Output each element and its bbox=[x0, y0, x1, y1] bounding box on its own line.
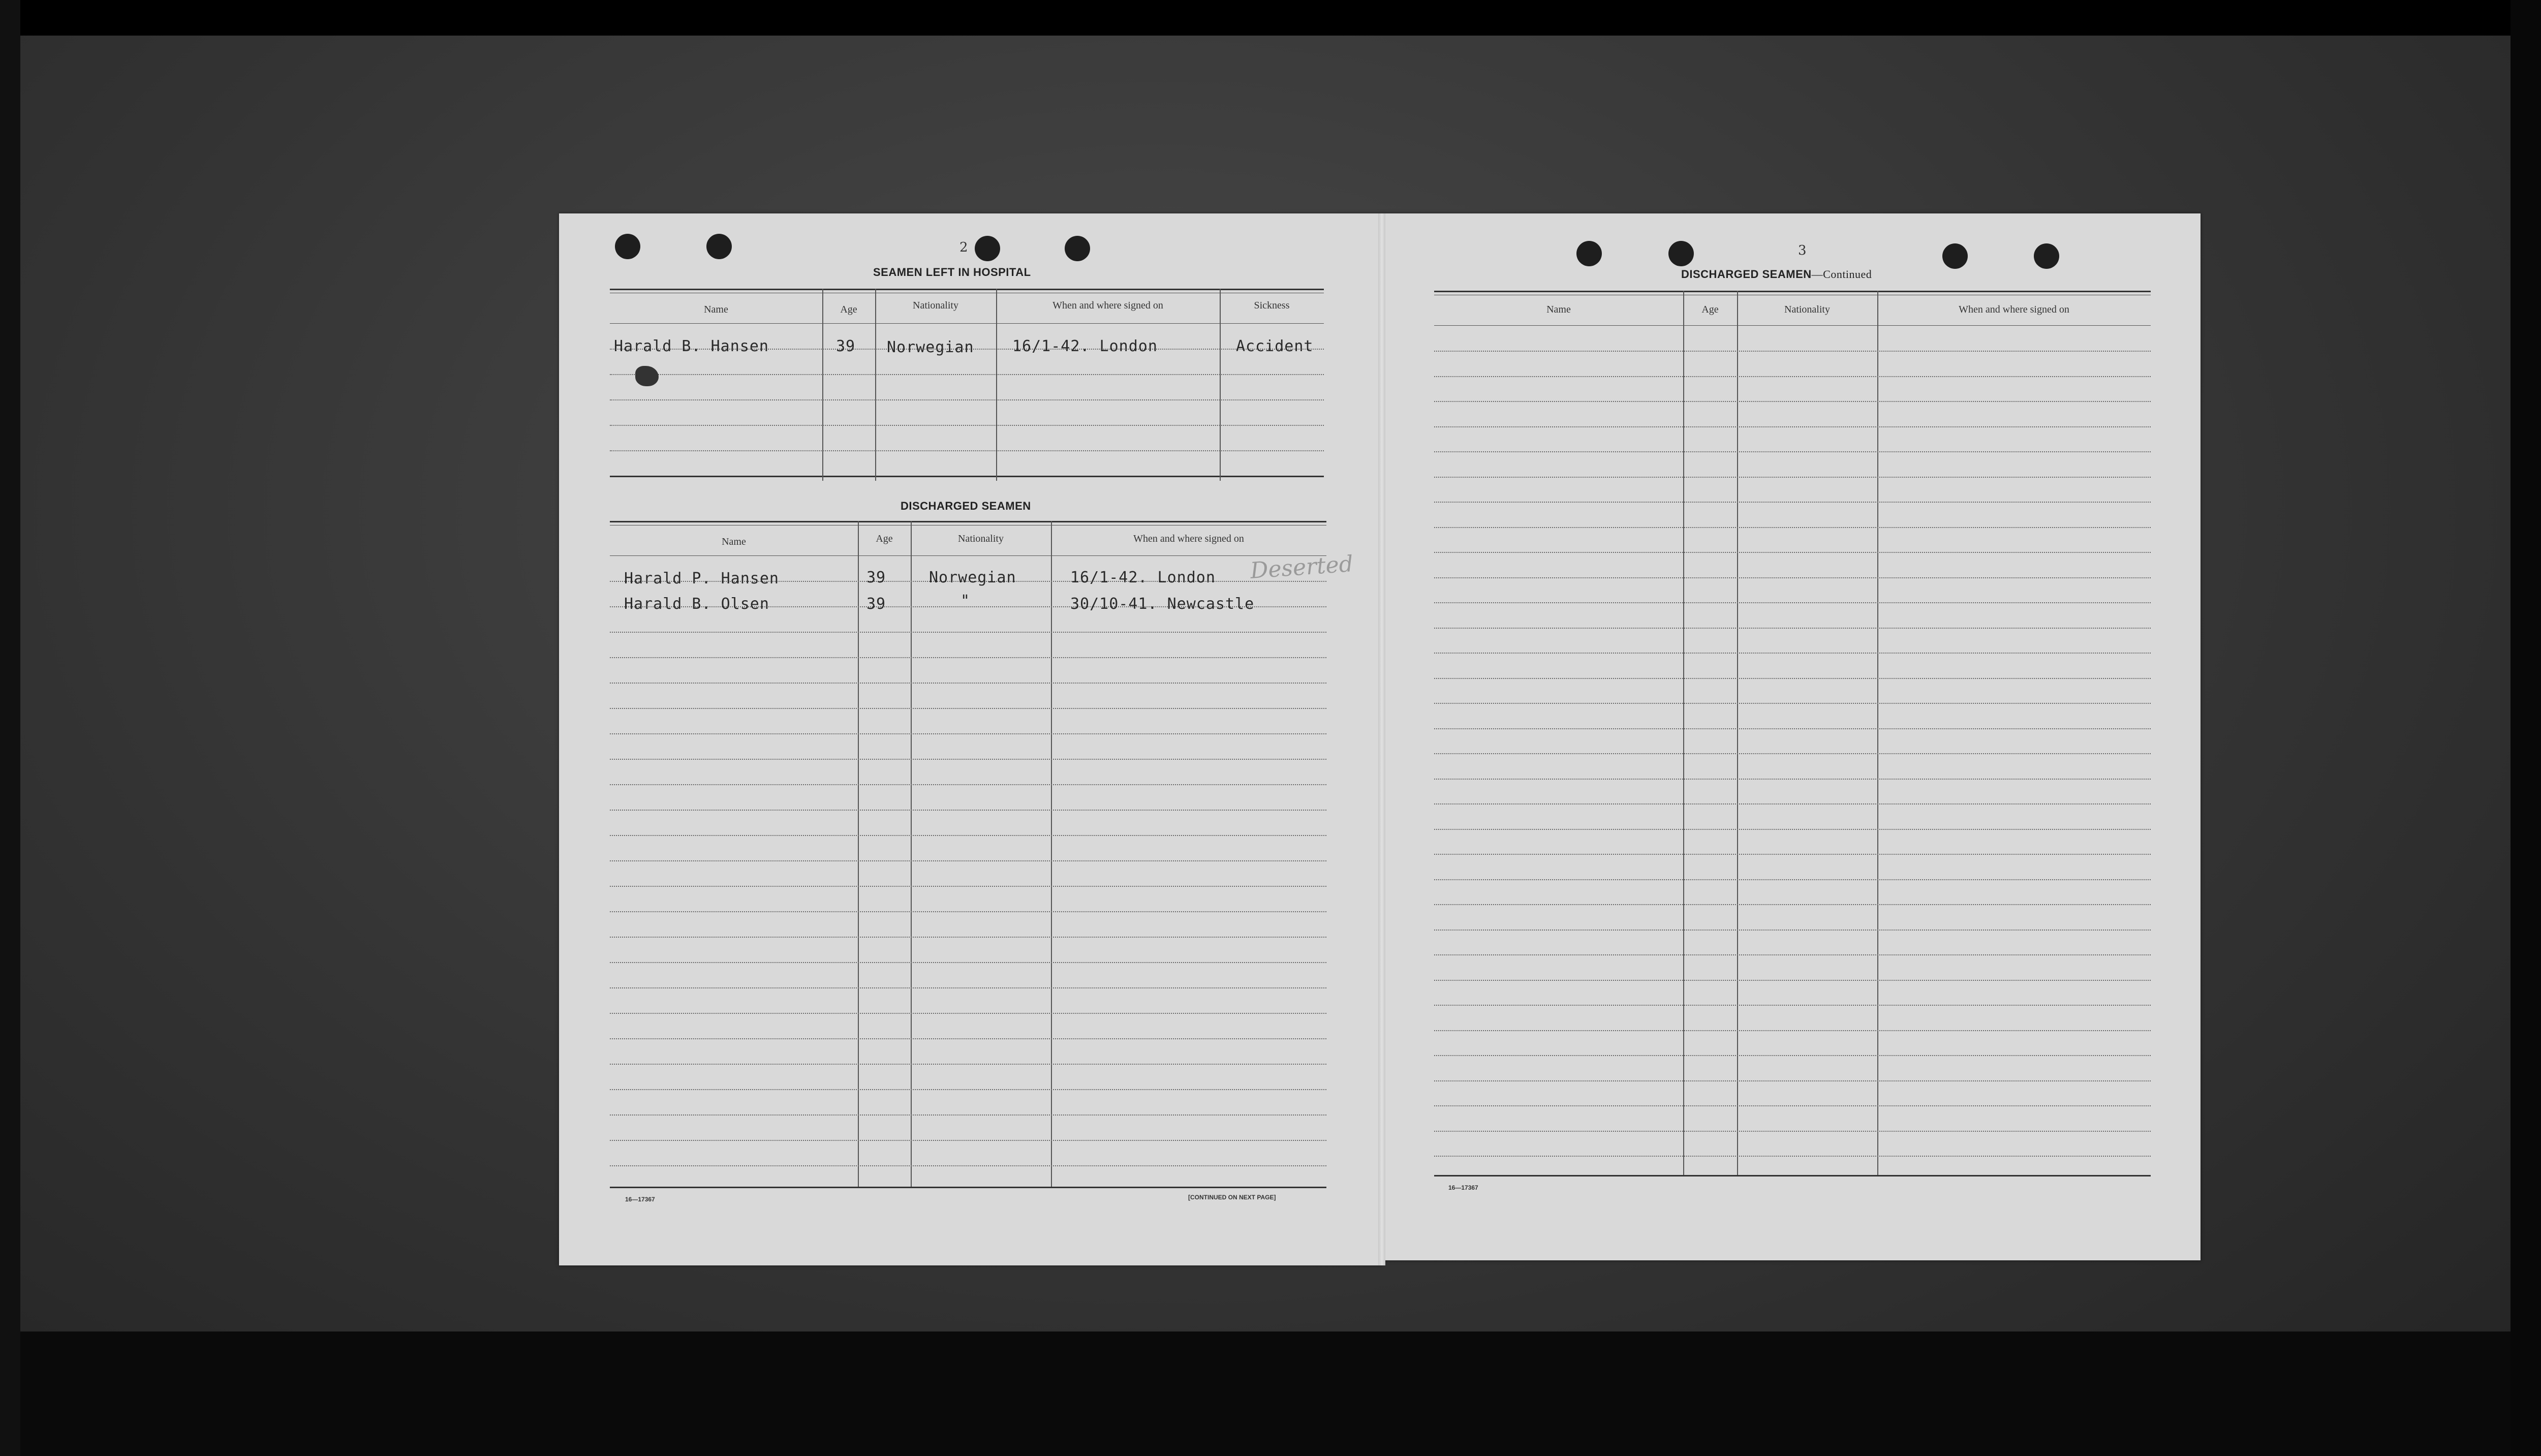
page-number: 3 bbox=[1798, 243, 1807, 258]
hospital-section-title: SEAMEN LEFT IN HOSPITAL bbox=[873, 266, 1031, 278]
ruled-line bbox=[610, 987, 1326, 988]
page-fold bbox=[1378, 213, 1385, 1265]
ruled-line bbox=[1434, 728, 2151, 729]
ruled-line bbox=[610, 1038, 1326, 1039]
ruled-line bbox=[610, 759, 1326, 760]
punch-hole bbox=[975, 236, 1000, 261]
discharged-section-title: DISCHARGED SEAMEN bbox=[901, 500, 1031, 512]
cell-signed-on: 16/1-42. London bbox=[1070, 569, 1216, 586]
ruled-line bbox=[1434, 1131, 2151, 1132]
cell-name: Harald B. Olsen bbox=[624, 595, 769, 613]
ruled-line bbox=[1434, 552, 2151, 553]
form-code: 16—17367 bbox=[1448, 1184, 1478, 1191]
punch-hole bbox=[1065, 236, 1090, 261]
ruled-line bbox=[1434, 527, 2151, 528]
ruled-line bbox=[1434, 401, 2151, 402]
scan-border-bottom bbox=[0, 1331, 2541, 1456]
ruled-line bbox=[1434, 753, 2151, 754]
ruled-line bbox=[610, 1165, 1326, 1166]
column-header-age: Age bbox=[840, 304, 857, 315]
column-header-sickness: Sickness bbox=[1254, 300, 1290, 311]
ruled-line bbox=[610, 1064, 1326, 1065]
punch-hole bbox=[1576, 241, 1602, 266]
column-header-nationality: Nationality bbox=[1784, 304, 1830, 315]
ruled-line bbox=[610, 708, 1326, 709]
cell-age: 39 bbox=[836, 337, 856, 355]
title-suffix: —Continued bbox=[1811, 268, 1872, 281]
ruled-line bbox=[1434, 1055, 2151, 1056]
cell-nationality: Norwegian bbox=[929, 569, 1016, 586]
ruled-line bbox=[610, 784, 1326, 785]
ruled-line bbox=[1434, 653, 2151, 654]
cell-signed-on: 16/1-42. London bbox=[1012, 337, 1158, 355]
ruled-line bbox=[1434, 1030, 2151, 1031]
punch-hole bbox=[1942, 243, 1968, 269]
punch-hole bbox=[1668, 241, 1694, 266]
ruled-line bbox=[610, 733, 1326, 734]
ruled-line bbox=[1434, 451, 2151, 452]
ruled-line bbox=[610, 835, 1326, 836]
punch-hole bbox=[706, 234, 732, 259]
ruled-line bbox=[1434, 954, 2151, 955]
discharged-table bbox=[610, 521, 1354, 1192]
ruled-line bbox=[1434, 477, 2151, 478]
ruled-line bbox=[610, 632, 1326, 633]
column-header-signed-on: When and where signed on bbox=[1959, 304, 2069, 315]
ruled-line bbox=[1434, 803, 2151, 804]
ruled-line bbox=[610, 937, 1326, 938]
ruled-line bbox=[1434, 829, 2151, 830]
punch-hole bbox=[2034, 243, 2059, 269]
column-header-age: Age bbox=[876, 533, 893, 544]
column-header-name: Name bbox=[722, 536, 746, 547]
discharged-continued-title bbox=[1681, 268, 1872, 281]
column-header-name: Name bbox=[704, 304, 728, 315]
ruled-line bbox=[1434, 1005, 2151, 1006]
page-number: 2 bbox=[959, 240, 968, 255]
ruled-line bbox=[1434, 351, 2151, 352]
ruled-line bbox=[1434, 678, 2151, 679]
title-text: DISCHARGED SEAMEN bbox=[1681, 268, 1812, 281]
ruled-line bbox=[1434, 879, 2151, 880]
continued-note: [CONTINUED ON NEXT PAGE] bbox=[1188, 1194, 1276, 1201]
ruled-line bbox=[610, 886, 1326, 887]
cell-nationality: " bbox=[960, 592, 971, 610]
ruled-line bbox=[1434, 703, 2151, 704]
ruled-line bbox=[610, 810, 1326, 811]
column-header-signed-on: When and where signed on bbox=[1052, 300, 1163, 311]
form-code: 16—17367 bbox=[625, 1196, 655, 1203]
cell-age: 39 bbox=[866, 595, 886, 613]
cell-sickness: Accident bbox=[1236, 337, 1314, 355]
column-header-signed-on: When and where signed on bbox=[1133, 533, 1244, 544]
ruled-line bbox=[610, 1114, 1326, 1116]
ruled-line bbox=[1434, 980, 2151, 981]
ruled-line bbox=[610, 962, 1326, 963]
cell-age: 39 bbox=[866, 569, 886, 586]
column-header-nationality: Nationality bbox=[913, 300, 958, 311]
discharged-continued-table bbox=[1434, 291, 2151, 1180]
ruled-line bbox=[1434, 426, 2151, 427]
cell-name: Harald P. Hansen bbox=[624, 570, 779, 587]
ruled-line bbox=[1434, 376, 2151, 377]
ruled-line bbox=[1434, 854, 2151, 855]
ruled-line bbox=[1434, 1080, 2151, 1081]
ruled-line bbox=[1434, 602, 2151, 603]
ruled-line bbox=[1434, 1156, 2151, 1157]
ruled-line bbox=[610, 860, 1326, 861]
ruled-line bbox=[610, 1013, 1326, 1014]
scan-border-top bbox=[0, 0, 2541, 36]
punch-hole bbox=[615, 234, 640, 259]
ruled-line bbox=[1434, 930, 2151, 931]
cell-name: Harald B. Hansen bbox=[614, 337, 769, 355]
column-header-nationality: Nationality bbox=[958, 533, 1004, 544]
ruled-line bbox=[610, 911, 1326, 912]
ruled-line bbox=[1434, 628, 2151, 629]
scan-border-right bbox=[2511, 0, 2541, 1456]
column-header-age: Age bbox=[1701, 304, 1719, 315]
cell-signed-on: 30/10-41. Newcastle bbox=[1070, 595, 1255, 613]
ruled-line bbox=[610, 1089, 1326, 1090]
ink-blot bbox=[635, 366, 659, 386]
ruled-line bbox=[1434, 904, 2151, 905]
scan-border-left bbox=[0, 0, 20, 1456]
cell-nationality: Norwegian bbox=[887, 338, 974, 356]
ruled-line bbox=[610, 657, 1326, 658]
ruled-line bbox=[1434, 577, 2151, 578]
column-header-name: Name bbox=[1546, 304, 1571, 315]
ruled-line bbox=[1434, 779, 2151, 780]
ruled-line bbox=[1434, 1105, 2151, 1106]
handwritten-note: Deserted bbox=[1249, 550, 1354, 584]
ruled-line bbox=[610, 1140, 1326, 1141]
ruled-line bbox=[610, 683, 1326, 684]
hospital-table bbox=[610, 289, 1324, 488]
ruled-line bbox=[1434, 502, 2151, 503]
